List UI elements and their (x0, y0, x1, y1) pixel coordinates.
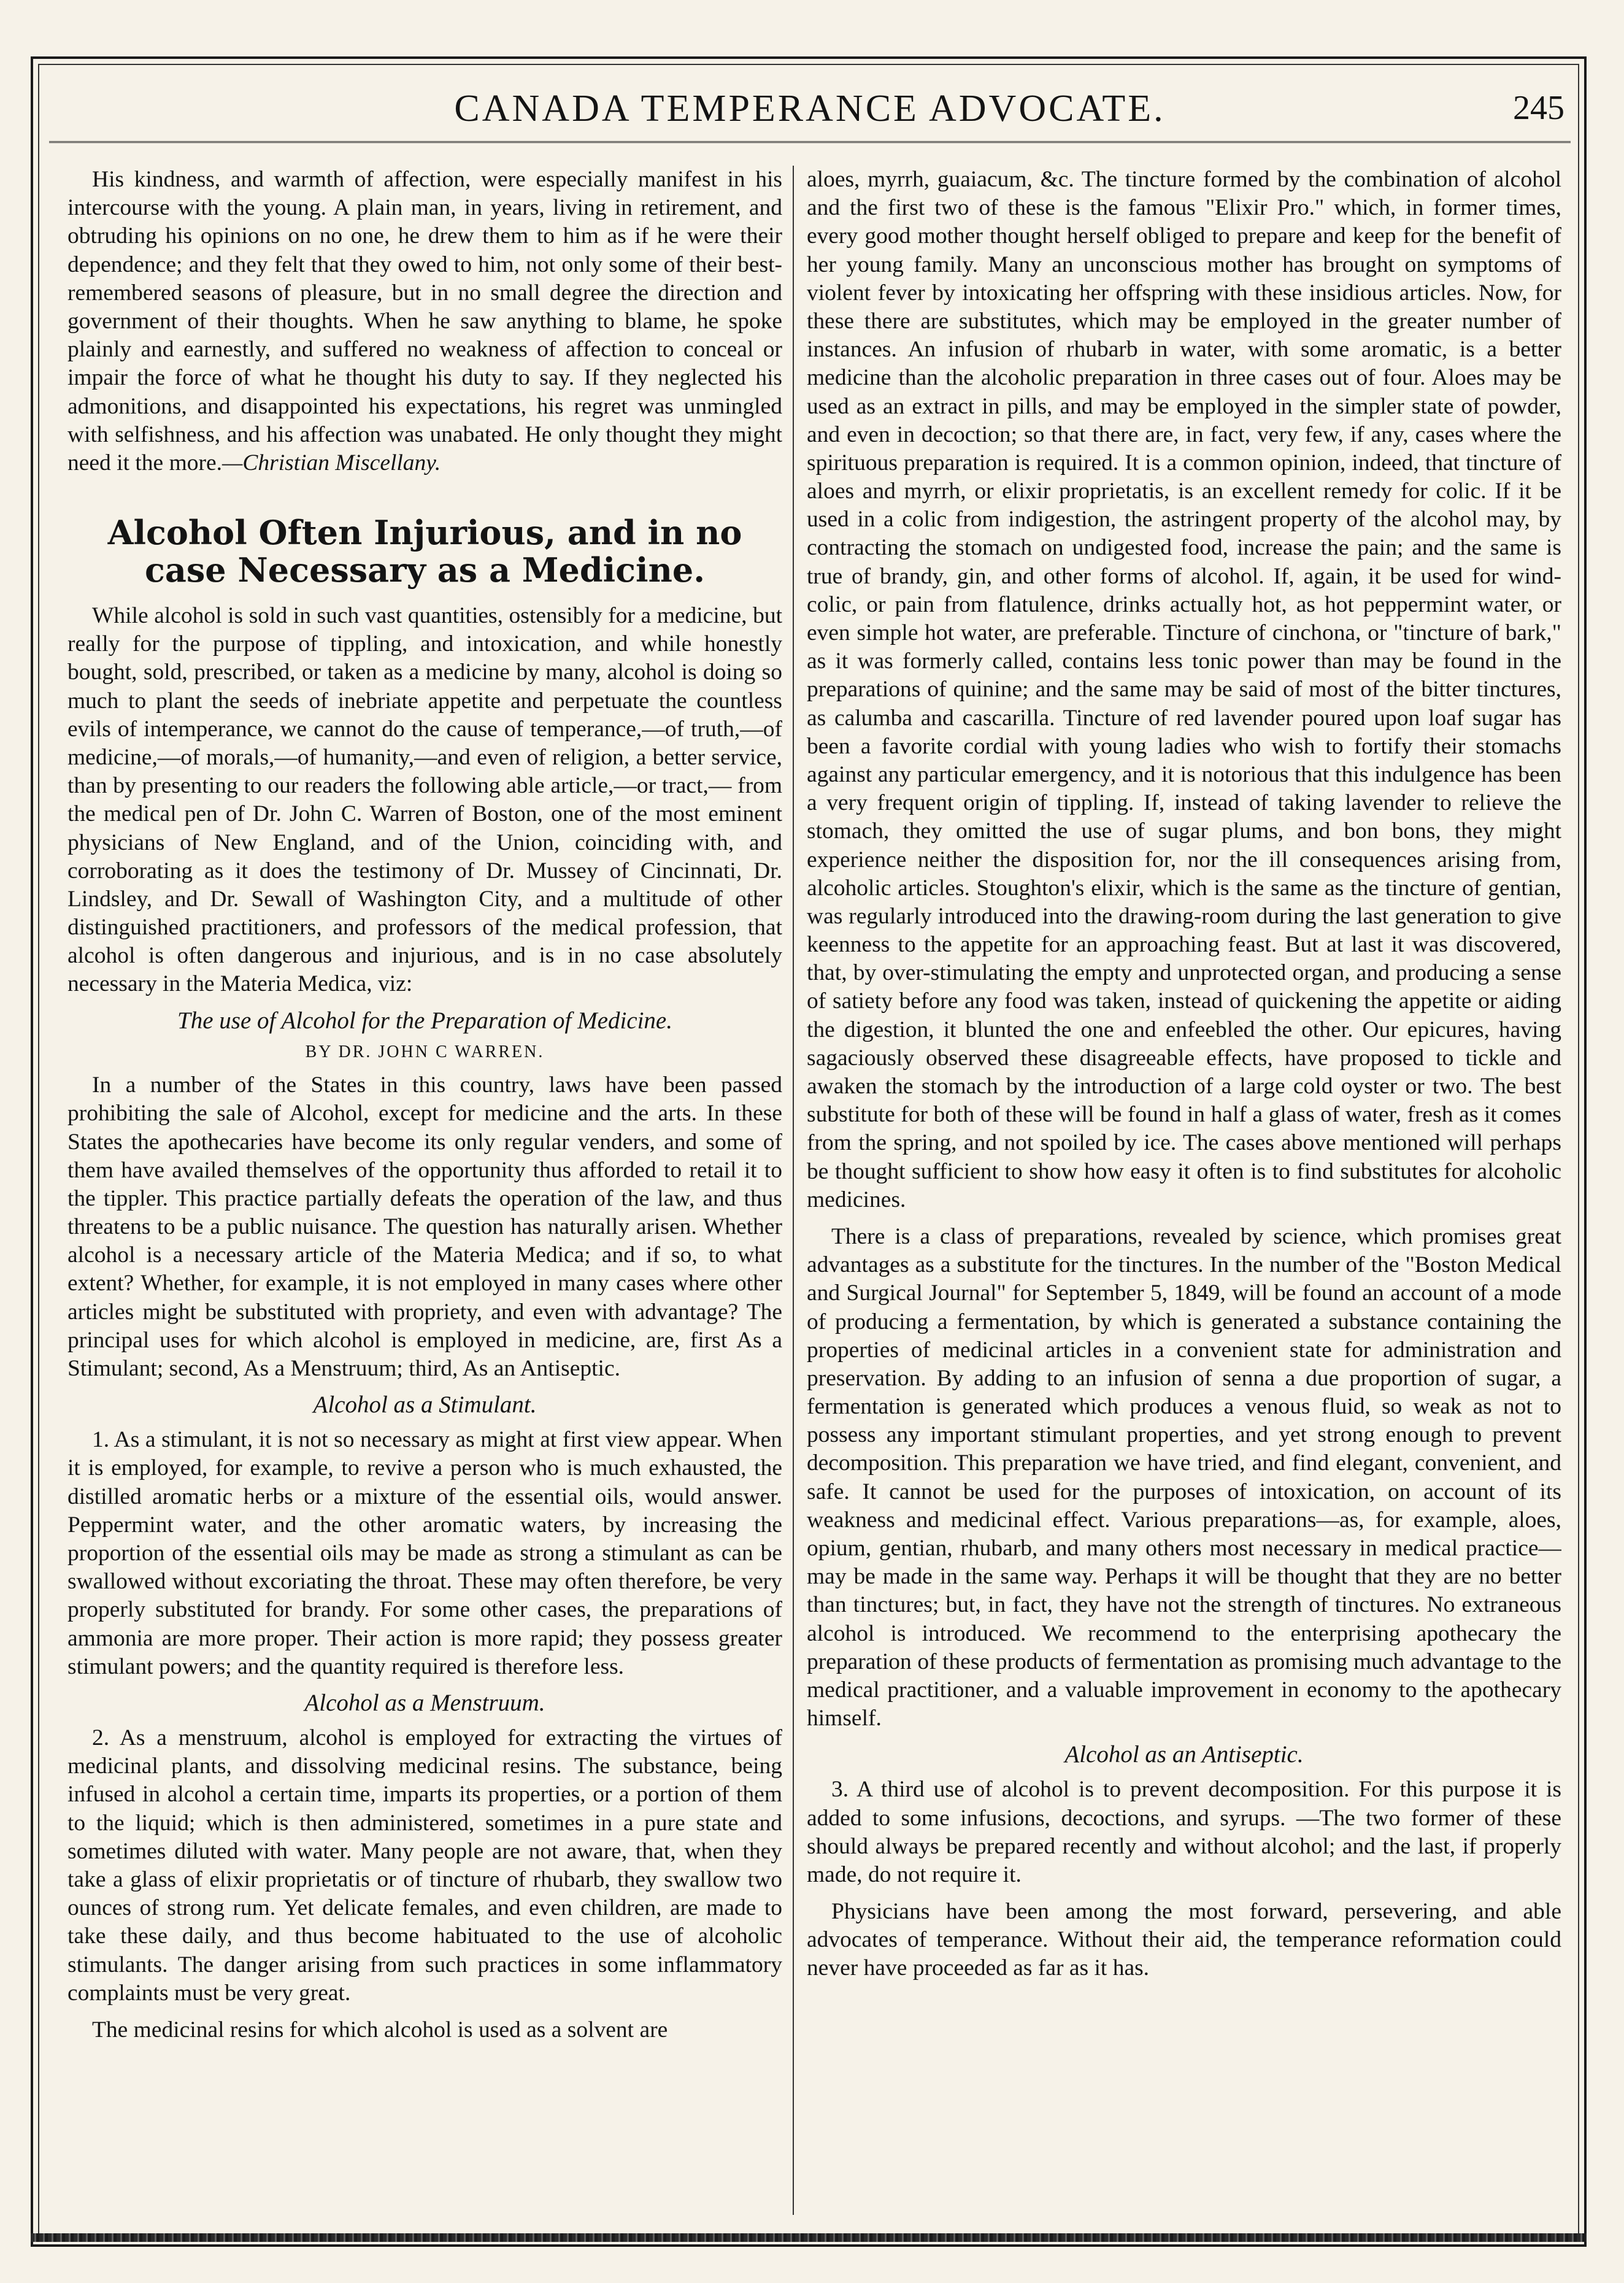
publication-title: CANADA TEMPERANCE ADVOCATE. (454, 88, 1166, 129)
subhead-preparation: The use of Alcohol for the Preparation of Medicine. (177, 1007, 672, 1034)
bottom-ornamental-rule (31, 2233, 1587, 2242)
subhead-menstruum: Alcohol as a Menstruum. (304, 1689, 545, 1716)
fermentation-paragraph: There is a class of preparations, revealed by science, which promises great advantages as a substitute for the tinctures. In the number of the "Boston Medical and Surgical Journal" for September 5, 1849, will be found an account of a mode of producing a fermentation, by which is generated a substance containing the properties of medicinal articles in a convenient state for administration and preservation. By adding to an infusion of senna a due proportion of sugar, a fermentation is generated which produces a venous fluid, so weak as not to possess any important stimulant properties, and yet strong enough to prevent decomposition. This preparation we have tried, and find elegant, convenient, and safe. It cannot be used for the purposes of intoxication, on account of its weakness and medicinal effect. Various preparations—as, for example, aloes, opium, gentian, rhubarb, and many others most necessary in medical practice—may be made in the same way. Perhaps it will be thought that they are no better than tinctures; but, in fact, they have not the strength of tinctures. No extraneous alcohol is introduced. We recommend to the enterprising apothecary the preparation of these products of fermentation as promising much advantage to the medical practitioner, and a valuable improvement in economy to the apothecary himself. (807, 1223, 1561, 1731)
article-paragraph-5: The medicinal resins for which alcohol is used as a solvent are (92, 2017, 668, 2042)
page-header (49, 74, 1571, 143)
continued-paragraph: aloes, myrrh, guaiacum, &c. The tincture formed by the combination of alcohol and the first two of these is the famous "Elixir Pro." which, in former times, every good mother thought herself obliged to prepare and keep for the benefit of her young family. Many an unconscious mother has brought on symptoms of violent fever by intoxicating her offspring with these insidious articles. Now, for these there are substitutes, which may be employed in the greater number of instances. An infusion of rhubarb in water, with some aromatic, is a better medicine than the alcoholic preparation in three cases out of four. Aloes may be used as an extract in pills, and may be employed in the simpler state of powder, and even in decoction; so that there are, in fact, very few, if any, cases where the spirituous preparation is required. It is a common opinion, indeed, that tincture of aloes and myrrh, or elixir proprietatis, is an excellent remedy for colic. If it be used in a colic from indigestion, the astringent property of the alcohol may, by contracting the stomach on undigested food, increase the pain; and the same is true of brandy, gin, and other forms of alcohol. If, again, it be used for wind-colic, or pain from flatulence, drinks actually hot, as hot peppermint water, or even simple hot water, are preferable. Tincture of cinchona, or "tincture of bark," as it was formerly called, contains less tonic power than may be found in the preparations of quinine; and the same may be said of most of the bitter tinctures, as calumba and cascarilla. Tincture of red lavender poured upon loaf sugar has been a favorite cordial with young ladies who wish to fortify their stomachs against any particular emergency, and it is notorious that this indulgence has been a very frequent origin of tippling. If, instead of taking lavender to relieve the stomach, they omitted the use of sugar plums, and bon bons, they might experience neither the disposition for, nor the ill consequences arising from, alcoholic articles. Stoughton's elixir, which is the same as the tincture of gentian, was regularly introduced into the drawing-room during the last generation to give keenness to the appetite for an approaching feast. But at last it was discovered, that, by over-stimulating the empty and unprotected organ, and producing a sense of satiety before any food was taken, instead of quickening the appetite or aiding the digestion, it blunted the one and enfeebled the other. Our epicures, having sagaciously observed these disagreeable effects, have proposed to tickle and awaken the stomach by the introduction of a large cold oyster or two. The best substitute for both of these will be found in half a glass of water, fresh as it comes from the spring, and not spoiled by ice. The cases above mentioned will perhaps be thought sufficient to show how easy it often is to find substitutes for alcoholic medicines. (807, 167, 1561, 1212)
right-column (807, 166, 1561, 2215)
intro-paragraph (67, 166, 782, 477)
intro-source: —Christian Miscellany. (222, 450, 441, 475)
column-divider (793, 166, 794, 2215)
article-paragraph-3: 1. As a stimulant, it is not so necessary as might at first view appear. When it is employed, for example, to revive a person who is much exhausted, the distilled aromatic herbs or a mixture of the essential oils, would answer. Peppermint water, and the other aromatic waters, by increasing the proportion of the essential oils may be made as strong a stimulant as can be swallowed without excoriating the throat. These may often therefore, be very properly substituted for brandy. For some other cases, the preparations of ammonia are more proper. Their action is more rapid; they possess greater stimulant powers; and the quantity required is therefore less. (67, 1427, 782, 1679)
left-column (67, 166, 782, 2215)
closing-paragraph: Physicians have been among the most forward, persevering, and able advocates of temperance. Without their aid, the temperance reformation could never have proceeded as far as it has. (807, 1899, 1561, 1981)
article-paragraph-4: 2. As a menstruum, alcohol is employed for extracting the virtues of medicinal plants, and dissolving medicinal resins. The substance, being infused in alcohol a certain time, imparts its properties, or a portion of them to the liquid; which is then administered, sometimes in a pure state and sometimes diluted with water. Many people are not aware, that, when they take a glass of elixir proprietatis or of tincture of rhubarb, they swallow two ounces of strong rum. Yet delicate females, and even children, are made to take these daily, and thus become habituated to the use of alcoholic stimulants. The danger arising from such practices in some inflammatory complaints must be very great. (67, 1725, 782, 2006)
article-paragraph-2: In a number of the States in this country, laws have been passed prohibiting the sale of Alcohol, except for medicine and the arts. In these States the apothecaries have become its only regular venders, and some of them have availed themselves of the opportunity thus afforded to retail it to the tippler. This practice partially defeats the operation of the law, and thus threatens to be a public nuisance. The question has naturally arisen. Whether alcohol is a necessary article of the Materia Medica; and if so, to what extent? Whether, for example, it is not employed in many cases where other articles might be substituted with propriety, and even with advantage? The principal uses for which alcohol is employed in medicine, are, first As a Stimulant; second, As a Menstruum; third, As an Antiseptic. (67, 1072, 782, 1382)
article-title: Alcohol Often Injurious, and in no case Necessary as a Medicine. (107, 513, 742, 590)
article-byline: BY DR. JOHN C WARREN. (305, 1042, 545, 1061)
subhead-stimulant: Alcohol as a Stimulant. (313, 1392, 537, 1419)
subhead-antiseptic: Alcohol as an Antiseptic. (1064, 1741, 1304, 1768)
article-paragraph-1: While alcohol is sold in such vast quantities, ostensibly for a medicine, but really for the purpose of tippling, and intoxication, and while honestly bought, sold, prescribed, or taken as a medicine by many, alcohol is doing so much to plant the seeds of inebriate appetite and perpetuate the countless evils of intemperance, we cannot do the cause of temperance,—of truth,—of medicine,—of morals,—of humanity,—and even of religion, a better service, than by presenting to our readers the following able article,—or tract,— from the medical pen of Dr. John C. Warren of Boston, one of the most eminent physicians of New England, and of the Union, coinciding with, and corroborating as it does the testimony of Dr. Mussey of Cincinnati, Dr. Lindsley, and Dr. Sewall of Washington City, and a multitude of other distinguished practitioners, and professors of the medical profession, that alcohol is often dangerous and injurious, and is in no case absolutely necessary in the Materia Medica, viz: (67, 603, 782, 997)
intro-paragraph-text: His kindness, and warmth of affection, were especially manifest in his intercourse with the young. A plain man, in years, living in retirement, and obtruding his opinions on no one, he drew them to him as if he were their dependence; and they felt that they owed to him, not only some of their best-remembered seasons of pleasure, but in no small degree the direction and government of their thoughts. When he saw anything to blame, he spoke plainly and earnestly, and suffered no weakness of affection to conceal or impair the force of what he thought his duty to say. If they neglected his admonitions, and disappointed his expectations, his regret was unmingled with selfishness, and his affection was unabated. He only thought they might need it the more. (67, 167, 782, 475)
antiseptic-paragraph: 3. A third use of alcohol is to prevent decomposition. For this purpose it is added to some infusions, decoctions, and syrups. —The two former of these should always be prepared recently and without alcohol; and the last, if properly made, do not require it. (807, 1777, 1561, 1887)
page-number: 245 (1513, 89, 1564, 127)
